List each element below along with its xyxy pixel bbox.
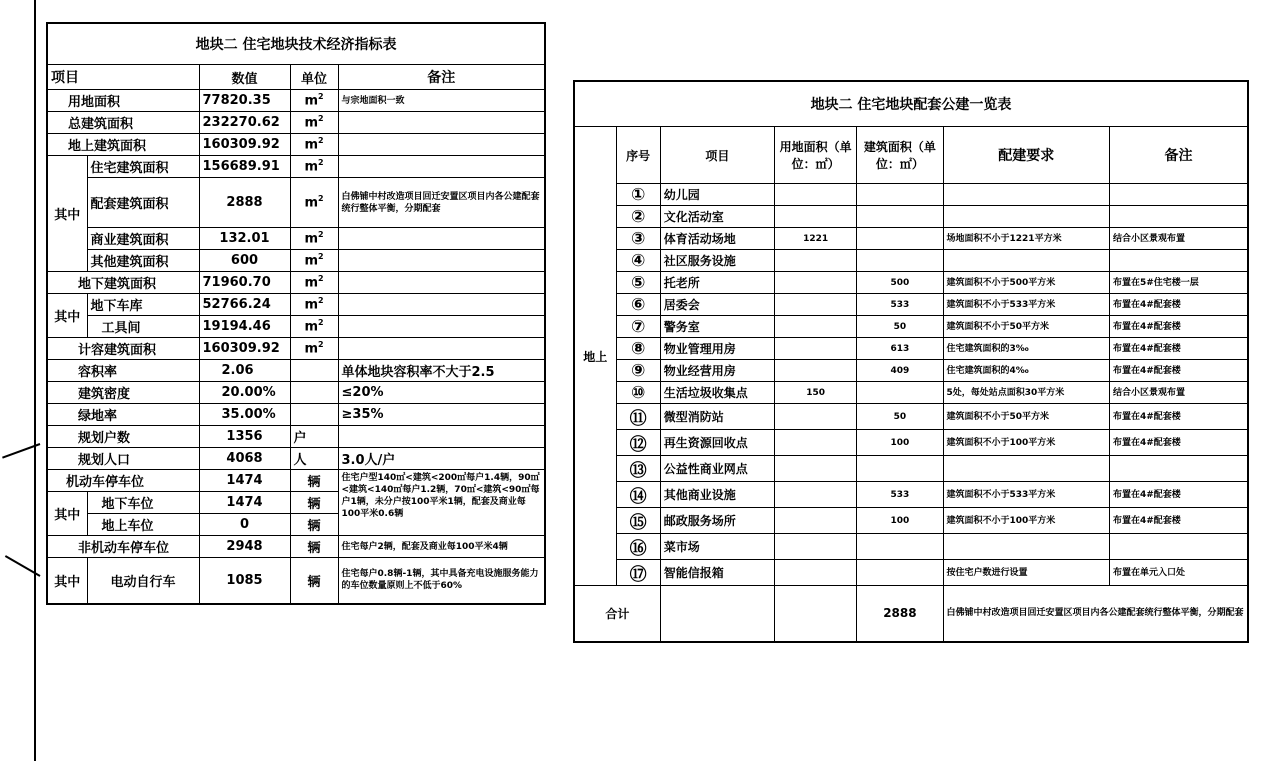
technical-indicators-table <box>46 22 546 605</box>
header-unit: 单位 <box>290 65 338 90</box>
table-title: 地块二 住宅地块配套公建一览表 <box>574 81 1248 127</box>
table-row: 容积率 2.06 单体地块容积率不大于2.5 <box>47 360 545 382</box>
total-row: 合计 2888 白佛铺中村改造项目回迁安置区项目内各公建配套统行整体平衡，分期配套 <box>574 586 1248 642</box>
table-row: 地上车位 0 辆 <box>47 514 545 536</box>
table-row: ⑫ 再生资源回收点 100 建筑面积不小于100平方米 布置在4#配套楼 <box>574 430 1248 456</box>
table-row: 用地面积 77820.35 m 2 与宗地面积一致 <box>47 90 545 112</box>
table-row: 其中 电动自行车 1085 辆 住宅每户0.8辆-1辆，其中具备充电设施服务能力的车位数量原则上不低于60% <box>47 558 545 604</box>
table-row: 计容建筑面积 160309.92 m 2 <box>47 338 545 360</box>
table-row: 其他建筑面积 600 m 2 <box>47 250 545 272</box>
table-row: 工具间 19194.46 m 2 <box>47 316 545 338</box>
table-row: ⑩ 生活垃圾收集点 150 5处，每处站点面积30平方米 结合小区景观布置 <box>574 382 1248 404</box>
table-row: ① 幼儿园 <box>574 184 1248 206</box>
table-row: ⑰ 智能信报箱 按住宅户数进行设置 布置在单元入口处 <box>574 560 1248 586</box>
table-row: 机动车停车位 1474 辆 住宅户型140㎡<建筑<200㎡每户1.4辆，90㎡<建筑<140㎡每户1.2辆，70㎡<建筑<90㎡每户1辆，未分户按100平米1辆，配套及商业每100平米0.6辆 <box>47 470 545 492</box>
table-row: ⑦ 警务室 50 建筑面积不小于50平方米 布置在4#配套楼 <box>574 316 1248 338</box>
table-row: ⑯ 菜市场 <box>574 534 1248 560</box>
table-row: 商业建筑面积 132.01 m 2 <box>47 228 545 250</box>
table-row: ⑭ 其他商业设施 533 建筑面积不小于533平方米 布置在4#配套楼 <box>574 482 1248 508</box>
table-row: ⑧ 物业管理用房 613 住宅建筑面积的3‰ 布置在4#配套楼 <box>574 338 1248 360</box>
table-row: ⑥ 居委会 533 建筑面积不小于533平方米 布置在4#配套楼 <box>574 294 1248 316</box>
table-row: 绿地率 35.00% ≥35% <box>47 404 545 426</box>
table-row: 建筑密度 20.00% ≤20% <box>47 382 545 404</box>
table-row: 非机动车停车位 2948 辆 住宅每户2辆，配套及商业每100平米4辆 <box>47 536 545 558</box>
table-row: ⑤ 托老所 500 建筑面积不小于500平方米 布置在5#住宅楼一层 <box>574 272 1248 294</box>
table-row: 配套建筑面积 2888 m 2 白佛铺中村改造项目回迁安置区项目内各公建配套统行整体平衡，分期配套 <box>47 178 545 228</box>
table-row: ⑪ 微型消防站 50 建筑面积不小于50平方米 布置在4#配套楼 <box>574 404 1248 430</box>
table-row: 其中 住宅建筑面积 156689.91 m 2 <box>47 156 545 178</box>
table-row: ③ 体育活动场地 1221 场地面积不小于1221平方米 结合小区景观布置 <box>574 228 1248 250</box>
table-row: 地上建筑面积 160309.92 m 2 <box>47 134 545 156</box>
header-value: 数值 <box>199 65 290 90</box>
table-row: ⑬ 公益性商业网点 <box>574 456 1248 482</box>
header-note: 备注 <box>338 65 545 90</box>
drawing-border-line <box>34 0 36 761</box>
table-row: 规划人口 4068 人 3.0人/户 <box>47 448 545 470</box>
table-row: ⑨ 物业经营用房 409 住宅建筑面积的4‰ 布置在4#配套楼 <box>574 360 1248 382</box>
table-row: 规划户数 1356 户 <box>47 426 545 448</box>
header-item: 项目 <box>47 65 199 90</box>
table-row: ④ 社区服务设施 <box>574 250 1248 272</box>
table-row: ⑮ 邮政服务场所 100 建筑面积不小于100平方米 布置在4#配套楼 <box>574 508 1248 534</box>
table-row: 其中 地下车库 52766.24 m 2 <box>47 294 545 316</box>
table-row: 其中 地下车位 1474 辆 <box>47 492 545 514</box>
table-row: ② 文化活动室 <box>574 206 1248 228</box>
table-title: 地块二 住宅地块技术经济指标表 <box>47 23 545 65</box>
table-row: 总建筑面积 232270.62 m 2 <box>47 112 545 134</box>
table-row: 地下建筑面积 71960.70 m 2 <box>47 272 545 294</box>
group-label: 地上 <box>574 127 616 586</box>
supporting-facilities-table: 地块二 住宅地块配套公建一览表 地上 序号 项目 用地面积（单位：㎡） 建筑面积（单位：㎡） 配建要求 备注 ① 幼儿园 ② 文化活动室 ③ 体育活动场地 1221 场地面积不小于1221平方米 结合小区景观布置 ④ 社区服务设施 ⑤ 托老所 500 建筑面积不小于500平方米 布置在5#住宅楼一层 ⑥ 居委会 533 建筑面积不小于533平方米 布置在4#配套楼 ⑦ 警务室 50 建筑面积不小于50平方米 布置在4#配套楼 ⑧ 物业管理用房 613 住宅建筑面积的3‰ 布置在4#配套楼 ⑨ 物业经营用房 409 住宅建筑面积的4‰ 布置在4#配套楼 ⑩ 生活垃圾收集点 150 5处，每处站点面积30平方米 结合小区景观布置 ⑪ 微型消防站 50 建筑面积不小于50平方米 布置在4#配套楼 ⑫ 再生资源回收点 100 建筑面积不小于100平方米 布置在4#配套楼 ⑬ 公益性商业网点 ⑭ 其他商业设施 533 建筑面积不小于533平方米 布置在4#配套楼 ⑮ 邮政服务场所 100 建筑面积不小于100平方米 布置在4#配套楼 ⑯ 菜市场 ⑰ 智能信报箱 按住宅户数进行设置 布置在单元入口处 合计 2888 白佛铺中村改造项目回迁安置区项目内各公建配套统行整体平衡，分期配套 <box>573 80 1249 643</box>
